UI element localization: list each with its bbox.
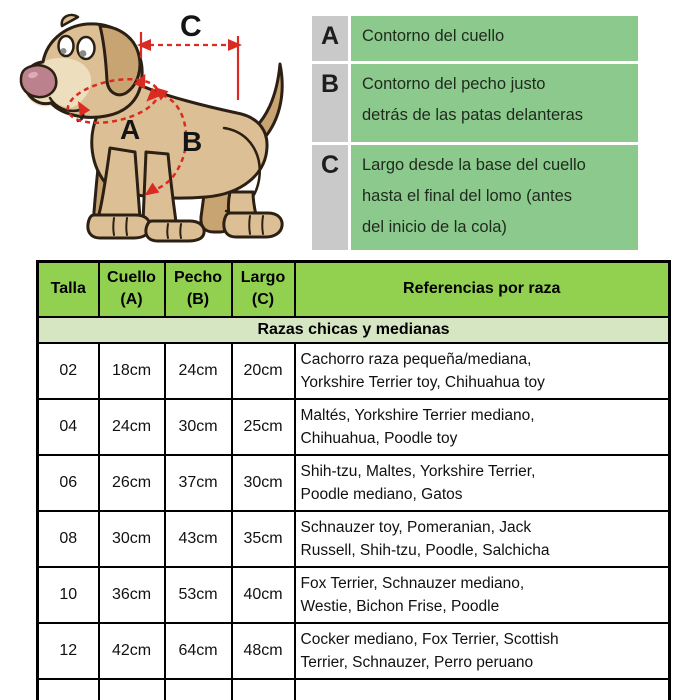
table-row-06: [38, 455, 670, 511]
cell-referencias: [295, 511, 670, 567]
cell-empty: [295, 679, 670, 700]
legend-key-b: B: [312, 64, 348, 142]
table-header-row: [38, 262, 670, 317]
cell-cuello: 42cm: [99, 623, 165, 679]
cell-empty: [99, 679, 165, 700]
cell-talla: 12: [38, 623, 99, 679]
legend-key-c: C: [312, 145, 348, 250]
cell-talla: 02: [38, 343, 99, 399]
cell-largo: 40cm: [232, 567, 295, 623]
header-largo: [232, 262, 295, 317]
size-table: [36, 260, 671, 700]
cell-pecho: 53cm: [165, 567, 232, 623]
cell-empty: [38, 679, 99, 700]
cell-pecho: 64cm: [165, 623, 232, 679]
dog-ear-tuft: [62, 15, 78, 26]
legend-line: hasta el final del lomo (antes: [362, 187, 573, 205]
header-referencias-label: Referencias por raza: [403, 280, 561, 298]
cell-talla: 10: [38, 567, 99, 623]
table-row-08: [38, 511, 670, 567]
header-largo-label: Largo: [240, 269, 286, 287]
cell-largo: 20cm: [232, 343, 295, 399]
legend-text-c: [351, 145, 638, 250]
cell-talla: 08: [38, 511, 99, 567]
legend-line: del inicio de la cola): [362, 218, 507, 236]
ref-line: Cachorro raza pequeña/mediana,: [300, 350, 532, 368]
header-cuello: [99, 262, 165, 317]
cell-empty: [165, 679, 232, 700]
table-row-10: [38, 567, 670, 623]
cell-empty: [232, 679, 295, 700]
legend-row-a: [312, 16, 638, 61]
ref-line: Westie, Bichon Frise, Poodle: [300, 597, 500, 615]
cell-referencias: [295, 567, 670, 623]
legend-text-a: [351, 16, 638, 61]
legend-row-c: [312, 145, 638, 250]
cell-largo: 30cm: [232, 455, 295, 511]
legend-line: Largo desde la base del cuello: [362, 156, 586, 174]
cell-cuello: 26cm: [99, 455, 165, 511]
diagram-label-c: C: [180, 10, 202, 43]
section-title: Razas chicas y medianas: [38, 317, 670, 343]
dog-nose: [21, 65, 56, 97]
section-title-row: [38, 317, 670, 343]
diagram-label-b: B: [182, 126, 203, 157]
cell-talla: 06: [38, 455, 99, 511]
ref-line: Maltés, Yorkshire Terrier mediano,: [300, 406, 535, 424]
ref-line: Yorkshire Terrier toy, Chihuahua toy: [300, 373, 545, 391]
header-talla-label: Talla: [50, 280, 86, 298]
cell-referencias: [295, 343, 670, 399]
header-largo-sub: (C): [251, 291, 275, 309]
header-pecho: [165, 262, 232, 317]
table-row-cutoff: [38, 679, 670, 700]
cell-pecho: 43cm: [165, 511, 232, 567]
header-pecho-sub: (B): [186, 291, 210, 309]
ref-line: Schnauzer toy, Pomeranian, Jack: [300, 518, 532, 536]
legend-row-b: [312, 64, 638, 142]
cell-cuello: 18cm: [99, 343, 165, 399]
cell-largo: 25cm: [232, 399, 295, 455]
cell-pecho: 37cm: [165, 455, 232, 511]
table-row-02: [38, 343, 670, 399]
header-pecho-label: Pecho: [173, 269, 222, 287]
cell-cuello: 30cm: [99, 511, 165, 567]
table-row-12: [38, 623, 670, 679]
cell-talla: 04: [38, 399, 99, 455]
legend-line: Contorno del cuello: [362, 27, 505, 45]
ref-line: Terrier, Schnauzer, Perro peruano: [300, 653, 534, 671]
table-row-04: [38, 399, 670, 455]
ref-line: Shih-tzu, Maltes, Yorkshire Terrier,: [300, 462, 536, 480]
legend-text-b: [351, 64, 638, 142]
ref-line: Chihuahua, Poodle toy: [300, 429, 458, 447]
header-referencias: [295, 262, 670, 317]
cell-pecho: 30cm: [165, 399, 232, 455]
size-table-section: [36, 260, 671, 700]
cell-referencias: [295, 399, 670, 455]
cell-cuello: 36cm: [99, 567, 165, 623]
dog-illustration: [0, 0, 312, 258]
legend-key-a: A: [312, 16, 348, 61]
ref-line: Russell, Shih-tzu, Poodle, Salchicha: [300, 541, 550, 559]
header-cuello-label: Cuello: [107, 269, 156, 287]
cell-largo: 48cm: [232, 623, 295, 679]
ref-line: Fox Terrier, Schnauzer mediano,: [300, 574, 525, 592]
cell-referencias: [295, 455, 670, 511]
ref-line: Cocker mediano, Fox Terrier, Scottish: [300, 630, 559, 648]
cell-cuello: 24cm: [99, 399, 165, 455]
dog-head: [11, 15, 142, 123]
measurement-legend: [312, 16, 638, 253]
ref-line: Poodle mediano, Gatos: [300, 485, 463, 503]
diagram-label-a: A: [120, 114, 141, 145]
header-cuello-sub: (A): [120, 291, 143, 309]
legend-line: Contorno del pecho justo: [362, 75, 546, 93]
cell-largo: 35cm: [232, 511, 295, 567]
cell-pecho: 24cm: [165, 343, 232, 399]
legend-line: detrás de las patas delanteras: [362, 106, 584, 124]
header-talla: [38, 262, 99, 317]
cell-referencias: [295, 623, 670, 679]
